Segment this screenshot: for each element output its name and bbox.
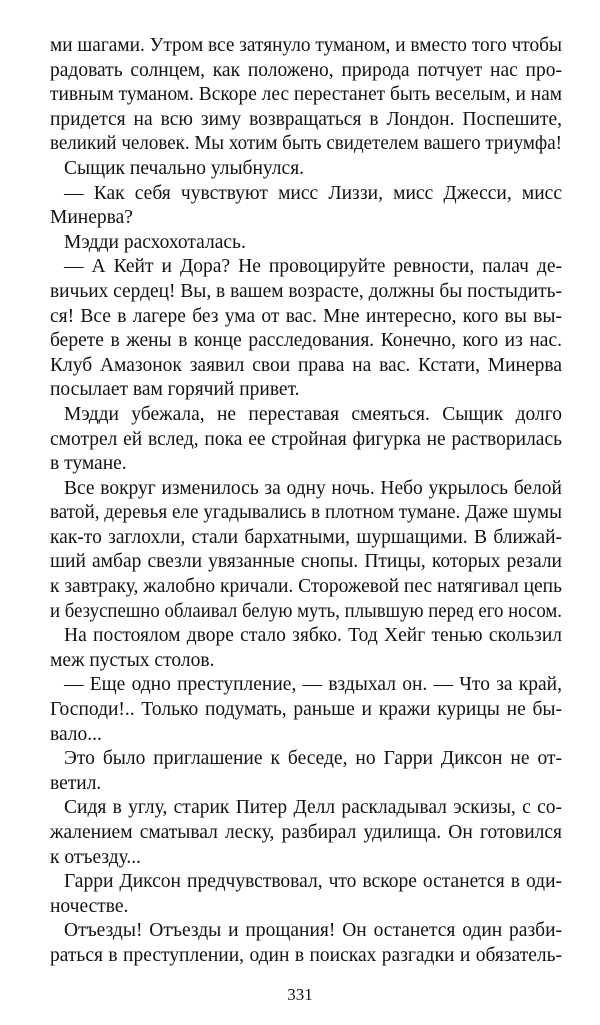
text-line: ми шагами. Утром все затянуло туманом, и вместо того чтобы [50, 35, 562, 56]
text-line: в тумане. [50, 453, 127, 475]
text-line: — Еще одно преступление, — вздыхал он. — Что за край, [64, 674, 562, 696]
text-line: к завтраку, жалобно кричали. Сторожевой пес натягивал цепь [50, 576, 562, 598]
text-line: ся! Все в лагере без ума от вас. Мне интересно, кого вы вы- [50, 305, 562, 327]
text-line: берете в жены в конце расследования. Конечно, кого из нас. [50, 330, 562, 352]
text-line: тивным туманом. Вскоре лес перестанет быть веселым, и нам [50, 84, 562, 106]
text-line: и безуспешно облаивал белую муть, плывшую перед его носом. [50, 600, 562, 622]
text-line: ночестве. [50, 895, 129, 917]
text-line: великий человек. Мы хотим быть свидетелем вашего триумфа! [50, 133, 562, 155]
text-line: Сыщик печально улыбнулся. [64, 157, 305, 179]
text-line: — А Кейт и Дора? Не провоцируйте ревности, палач де- [64, 256, 562, 278]
text-line: Отъезды! Отъезды и прощания! Он останется один разби- [64, 920, 562, 942]
text-line: ватой, деревья еле угадывались в плотном тумане. Даже шумы [50, 502, 562, 524]
text-line: На постоялом дворе стало зябко. Тод Хейг тенью скользил [64, 625, 562, 647]
text-line: Минерва? [50, 207, 133, 229]
text-line: Это было приглашение к беседе, но Гарри Диксон не от- [64, 748, 562, 770]
text-line: вало... [50, 723, 102, 745]
text-line: придется на всю зиму возвращаться в Лондон. Поспешите, [50, 108, 562, 130]
text-line: посылает вам горячий привет. [50, 379, 300, 401]
book-page-text [50, 34, 562, 969]
text-line: как-то заглохли, стали бархатными, шуршащими. В ближай- [50, 526, 562, 548]
text-line: жалением сматывал леску, разбирал удилища. Он готовился [50, 822, 562, 843]
text-line: смотрел ей вслед, пока ее стройная фигурка не растворилась [50, 428, 562, 450]
text-line: Клуб Амазонок заявил свои права на вас. Кстати, Минерва [50, 354, 562, 376]
text-line: вичьих сердец! Вы, в вашем возрасте, должны бы постыдить- [50, 280, 562, 302]
text-line: Господи!.. Только подумать, раньше и кражи курицы не бы- [50, 699, 562, 721]
text-line: радовать солнцем, как положено, природа потчует нас про- [50, 59, 562, 81]
text-line: — Как себя чувствуют мисс Лиззи, мисс Джесси, мисс [64, 182, 562, 204]
text-line: Мэдди убежала, не переставая смеяться. Сыщик долго [64, 403, 562, 425]
text-line: ветил. [50, 772, 102, 794]
text-line: Гарри Диксон предчувствовал, что вскоре останется в оди- [64, 871, 562, 893]
text-line: Все вокруг изменилось за одну ночь. Небо укрылось белой [64, 477, 562, 499]
text-line: Сидя в углу, старик Питер Делл раскладывал эскизы, с со- [64, 797, 562, 819]
text-line: к отъезду... [50, 846, 142, 868]
text-line: Мэдди расхохоталась. [64, 231, 246, 253]
text-line: ший амбар свезли увязанные снопы. Птицы, которых резали [50, 551, 562, 573]
text-line: раться в преступлении, один в поисках разгадки и обязатель- [50, 944, 562, 966]
page-number: 331 [287, 985, 313, 1004]
text-line: меж пустых столов. [50, 649, 215, 671]
